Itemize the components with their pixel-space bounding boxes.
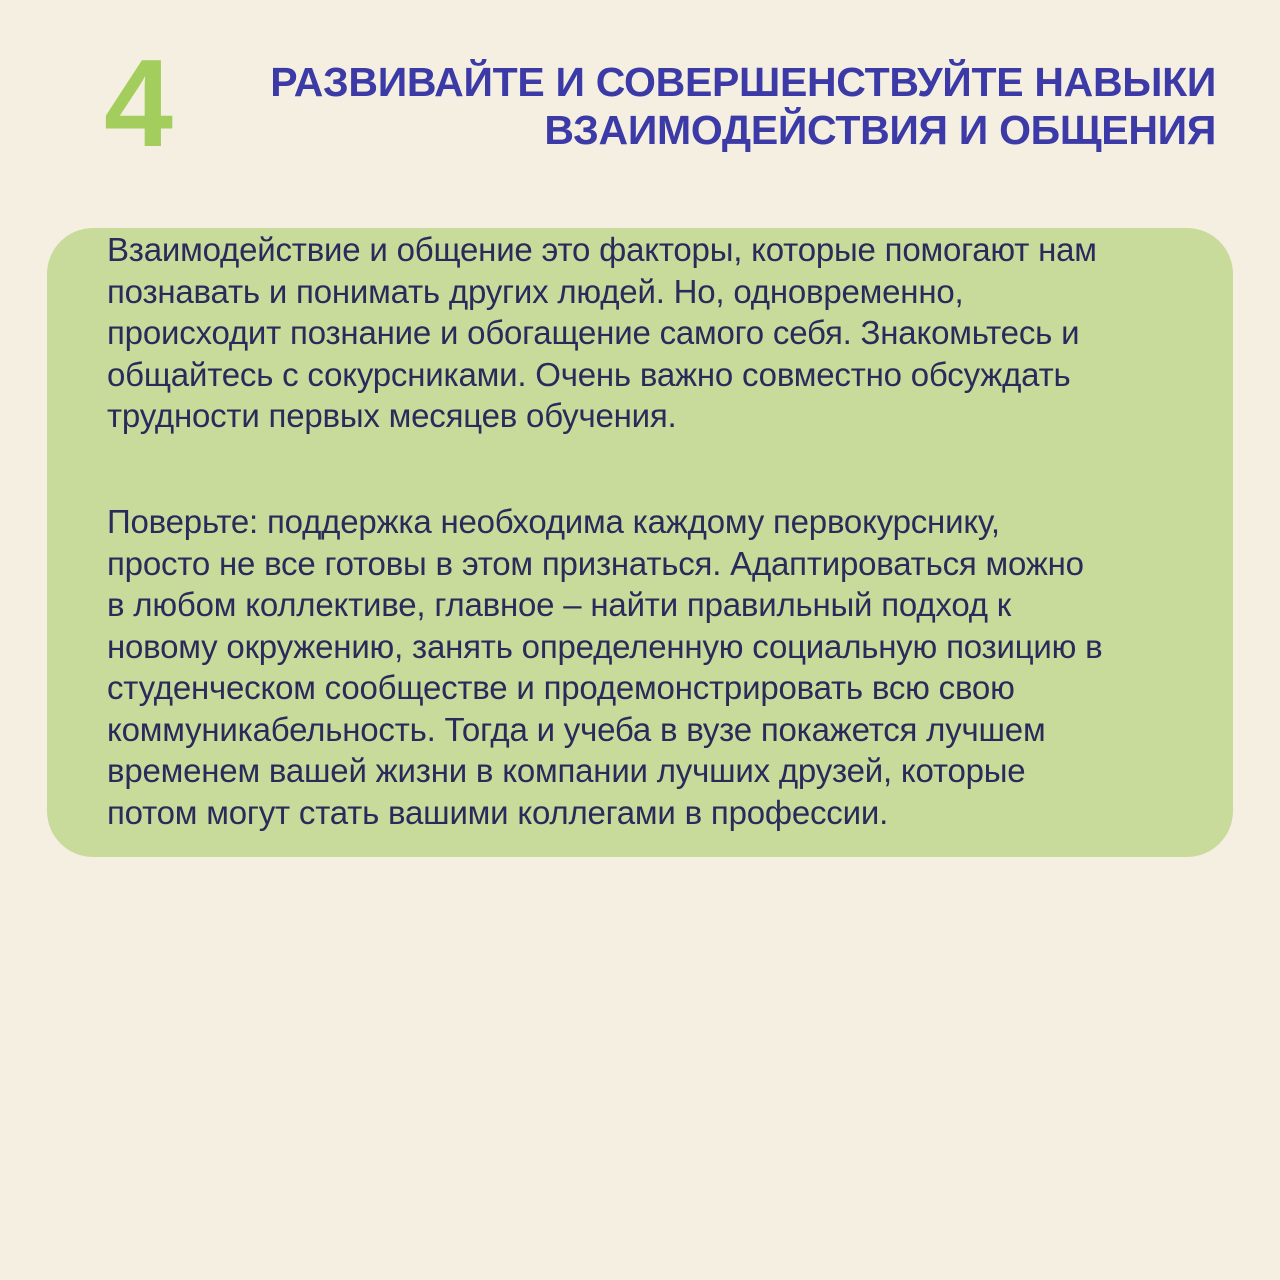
step-number: 4: [104, 35, 173, 173]
paragraph-line: просто не все готовы в этом признаться. Адаптироваться можно: [107, 544, 1084, 582]
paragraph-line: потом могут стать вашими коллегами в профессии.: [107, 793, 889, 831]
paragraph-line: трудности первых месяцев обучения.: [107, 397, 677, 434]
paragraph-line: временем вашей жизни в компании лучших друзей, которые: [107, 752, 1026, 789]
paragraph-line: студенческом сообществе и продемонстрировать всю свою: [107, 669, 1015, 706]
paragraph-line: Взаимодействие и общение это факторы, которые помогают нам: [107, 231, 1097, 268]
page-title-line: РАЗВИВАЙТЕ И СОВЕРШЕНСТВУЙТЕ НАВЫКИ: [270, 59, 1216, 105]
paragraph-support: [107, 501, 1207, 833]
page-title: [236, 58, 1216, 154]
page-title-line: ВЗАИМОДЕЙСТВИЯ И ОБЩЕНИЯ: [544, 107, 1216, 153]
paragraph-line: происходит познание и обогащение самого себя. Знакомьтесь и: [107, 314, 1080, 351]
paragraph-interaction: [107, 229, 1207, 437]
paragraph-line: новому окружению, занять определенную социальную позицию в: [107, 627, 1103, 665]
paragraph-line: познавать и понимать других людей. Но, одновременно,: [107, 272, 964, 310]
paragraph-line: коммуникабельность. Тогда и учеба в вузе покажется лучшем: [107, 710, 1046, 748]
paragraph-line: Поверьте: поддержка необходима каждому первокурснику,: [107, 503, 1000, 540]
paragraph-line: общайтесь с сокурсниками. Очень важно совместно обсуждать: [107, 355, 1071, 393]
paragraph-line: в любом коллективе, главное – найти правильный подход к: [107, 586, 1012, 623]
